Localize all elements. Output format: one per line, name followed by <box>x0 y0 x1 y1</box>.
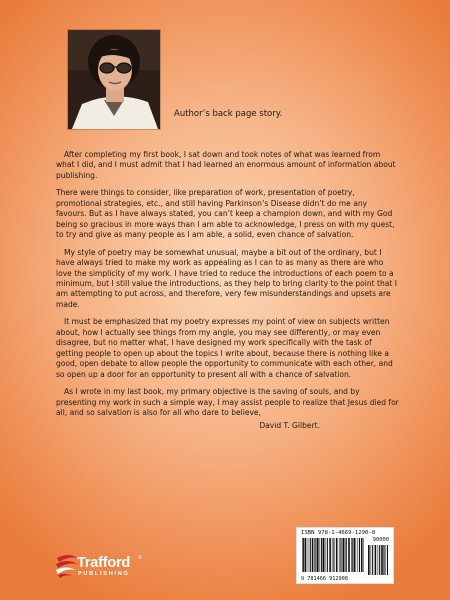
ean-number: 9 781466 912908 <box>301 576 348 582</box>
publisher-name: Trafford <box>77 555 131 571</box>
isbn-number: ISBN 978-1-4669-1290-8 <box>301 530 376 536</box>
publisher-tagline: PUBLISHING <box>78 571 130 577</box>
price-barcode-bars <box>368 545 388 575</box>
trademark-symbol: ® <box>138 555 142 561</box>
publisher-logo <box>54 552 164 582</box>
story-paragraph: After completing my first book, I sat down and took notes of what was learned from what I did, and I must admit that I had learned an enormous amount of information about publishing. <box>56 150 396 180</box>
author-signature: David T. Gilbert. <box>259 421 320 431</box>
author-photo <box>68 30 160 129</box>
isbn-barcode <box>296 527 394 584</box>
story-paragraph: There were things to consider, like preparation of work, presentation of poetry, promotional strategies, etc., and still having Parkinson’s Disease didn’t do me any favours. But as I have always stated, you can’t keep a champion down, and with my God being so gracious in more ways than I am able to acknowledge, I press on with my quest, to try and give as many people as I am able, a solid, even chance of salvation. <box>56 188 395 240</box>
price-code: 90000 <box>372 537 389 543</box>
photo-caption: Author’s back page story. <box>174 109 283 119</box>
story-paragraph: My style of poetry may be somewhat unusual, maybe a bit out of the ordinary, but I have always tried to make my work as appealing as I can to as many as there are who love the simplicity of my work. I have tried to reduce the introductions of each poem to a minimum, but I still value the introductions, as they help to bring clarity to the point that I am attempting to put across, and therefore, very few misunderstandings and upsets are made. <box>56 247 397 309</box>
story-paragraph: It must be emphasized that my poetry expresses my point of view on subjects written about, how I actually see things from my angle, you may see differently, or may even disagree, but no matter what, I have designed my work specifically with the task of getting people to open up about the topics I write about, because there is nothing like a good, open debate to allow people the opportunity to communicate with each other, and so open up a door for an opportunity to present all with a chance of salvation. <box>56 317 393 379</box>
barcode-bars <box>302 538 364 572</box>
story-paragraph: As I wrote in my last book, my primary objective is the saving of souls, and by presenting my work in such a simple way, I may assist people to realize that Jesus died for all, and so salvation is also for all who dare to believe, <box>56 387 399 417</box>
author-story <box>56 150 400 432</box>
